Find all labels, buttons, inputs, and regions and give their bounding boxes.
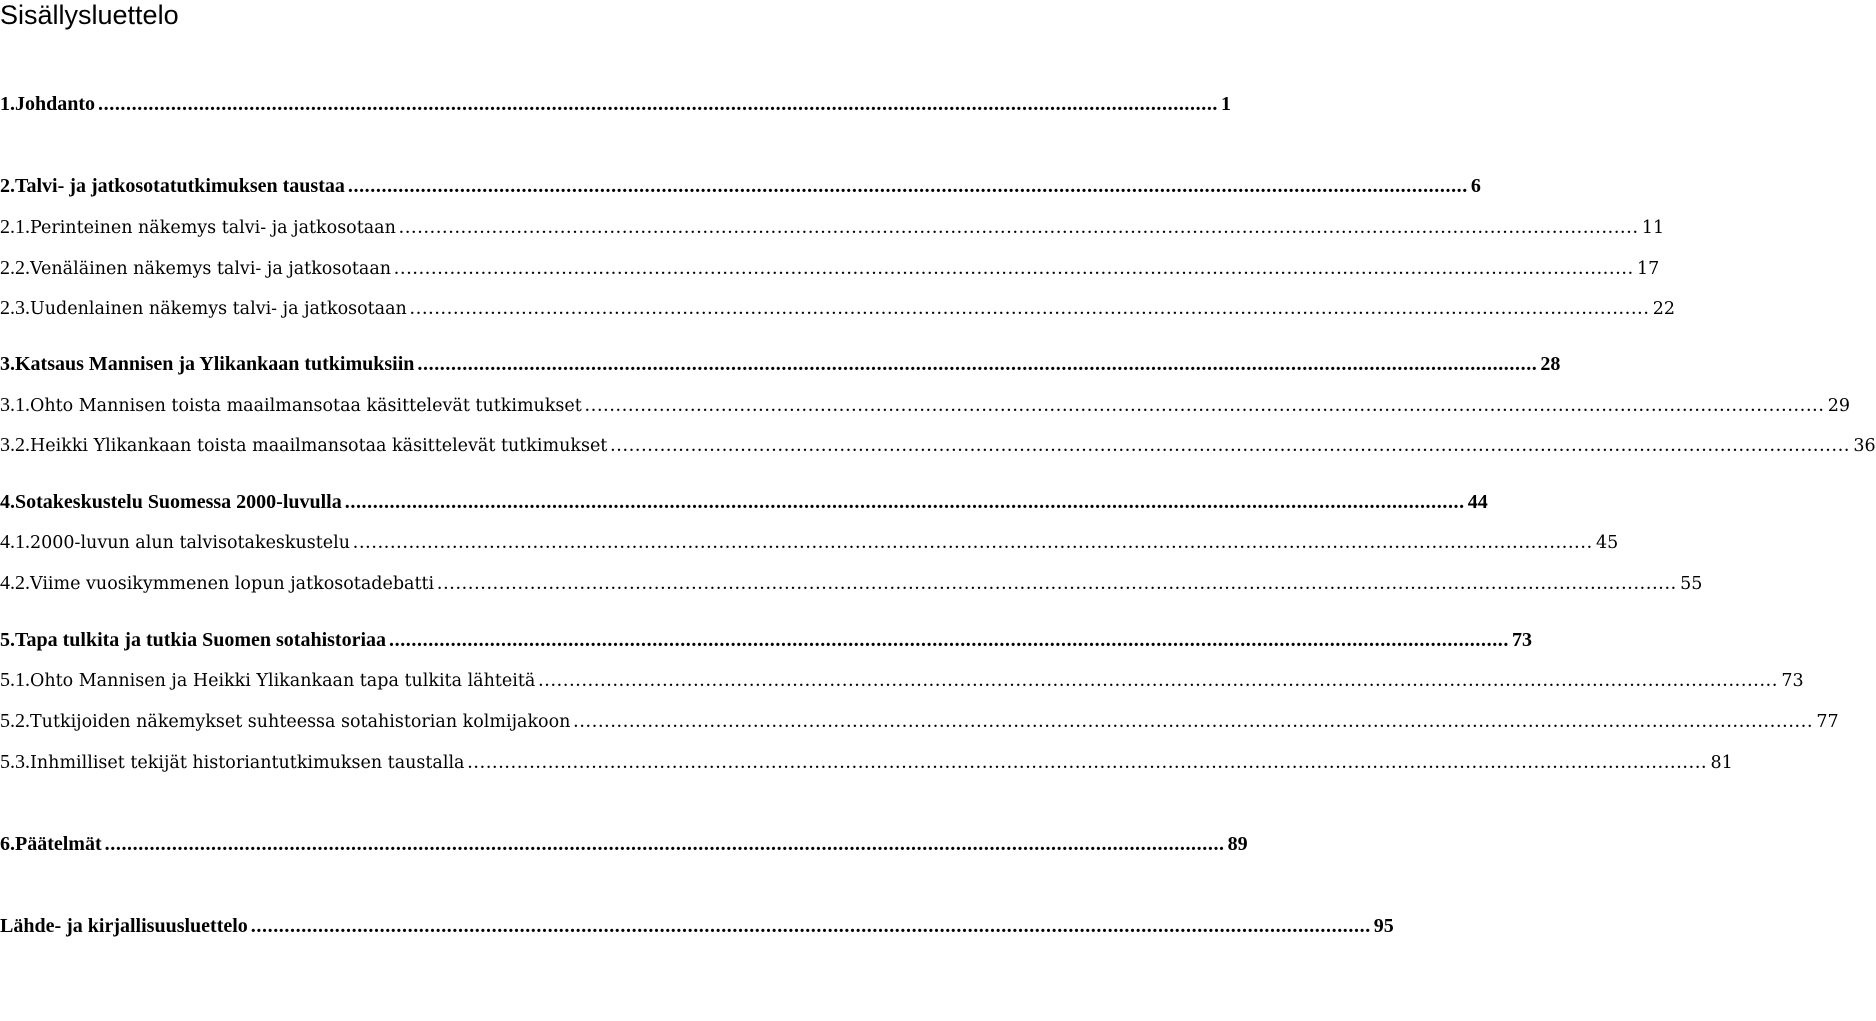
toc-leader: ........................................................................................................................................................................................................ (389, 629, 1509, 651)
toc-title: Lähde- ja kirjallisuusluettelo (0, 915, 248, 937)
toc-leader: ........................................................................................................................................................................................................ (610, 434, 1851, 456)
toc-number: 2. (0, 175, 15, 197)
toc-page-number: 89 (1227, 833, 1248, 855)
toc-leader: ........................................................................................................................................................................................................ (409, 297, 1650, 319)
toc-entry (0, 214, 1665, 240)
toc-entry (0, 392, 1851, 418)
toc-title: Tapa tulkita ja tutkia Suomen sotahistoriaa (15, 629, 386, 651)
toc-title: Katsaus Mannisen ja Ylikankaan tutkimuksiin (15, 353, 415, 375)
toc-leader: ........................................................................................................................................................................................................ (344, 491, 1465, 513)
toc-entry (0, 295, 1676, 321)
toc-entry (0, 627, 1532, 653)
toc-title: Johdanto (15, 93, 96, 115)
toc-entry (0, 831, 1248, 857)
toc-entry (0, 708, 1839, 734)
toc-number: 5.3. (0, 751, 30, 773)
toc-page-number: 55 (1680, 574, 1703, 594)
toc-number: 3. (0, 353, 15, 375)
toc-leader: ........................................................................................................................................................................................................ (584, 394, 1825, 416)
toc-page-number: 73 (1781, 671, 1804, 691)
toc-title: Sotakeskustelu Suomessa 2000-luvulla (15, 491, 342, 513)
toc-title: Perinteinen näkemys talvi- ja jatkosotaan (30, 218, 396, 238)
toc-entry (0, 173, 1481, 199)
toc-entry (0, 570, 1703, 596)
toc-number: 2.3. (0, 297, 30, 319)
toc-page-number: 22 (1652, 299, 1676, 319)
toc-entry (0, 432, 1876, 458)
toc-leader: ........................................................................................................................................................................................................ (398, 216, 1639, 238)
toc-title: Viime vuosikymmenen lopun jatkosotadebatti (30, 574, 435, 594)
toc-leader: ........................................................................................................................................................................................................ (573, 710, 1814, 732)
toc-leader: ........................................................................................................................................................................................................ (98, 93, 1219, 115)
toc-leader: ........................................................................................................................................................................................................ (467, 751, 1708, 773)
toc-leader: ........................................................................................................................................................................................................ (104, 833, 1225, 855)
toc-page-number: 29 (1827, 396, 1851, 416)
toc-number: 3.1. (0, 394, 30, 416)
toc-title: Ohto Mannisen ja Heikki Ylikankaan tapa tulkita lähteitä (30, 671, 536, 691)
toc-number: 4. (0, 491, 15, 513)
toc-number: 4.1. (0, 531, 30, 553)
toc-title: Inhmilliset tekijät historiantutkimuksen taustalla (30, 753, 465, 773)
toc-number: 1. (0, 93, 15, 115)
toc-number: 2.2. (0, 257, 30, 279)
toc-leader: ........................................................................................................................................................................................................ (347, 175, 1468, 197)
page-title: Sisällysluettelo (0, 0, 179, 30)
toc-leader: ........................................................................................................................................................................................................ (353, 531, 1594, 553)
toc-entry (0, 529, 1619, 555)
toc-page-number: 36 (1853, 436, 1876, 456)
toc-title: Talvi- ja jatkosotatutkimuksen taustaa (15, 175, 345, 197)
toc-title: Heikki Ylikankaan toista maailmansotaa käsittelevät tutkimukset (30, 436, 608, 456)
toc-entry (0, 489, 1488, 515)
toc-title: Venäläinen näkemys talvi- ja jatkosotaan (30, 259, 392, 279)
toc-page-number: 95 (1373, 915, 1394, 937)
toc-leader: ........................................................................................................................................................................................................ (538, 669, 1779, 691)
toc-title: Uudenlainen näkemys talvi- ja jatkosotaan (30, 299, 407, 319)
toc-number: 6. (0, 833, 15, 855)
toc-page-number: 1 (1221, 93, 1232, 115)
toc-leader: ........................................................................................................................................................................................................ (250, 915, 1371, 937)
toc-leader: ........................................................................................................................................................................................................ (417, 353, 1538, 375)
toc-leader: ........................................................................................................................................................................................................ (394, 257, 1635, 279)
toc-number: 5. (0, 629, 15, 651)
toc-page-number: 45 (1596, 533, 1619, 553)
toc-number: 2.1. (0, 216, 30, 238)
toc-page-number: 11 (1641, 218, 1665, 238)
toc-entry (0, 255, 1660, 281)
toc-number: 5.1. (0, 669, 30, 691)
toc-page-number: 81 (1710, 753, 1733, 773)
toc-page-number: 77 (1816, 712, 1839, 732)
toc-entry (0, 749, 1733, 775)
toc-page-number: 17 (1637, 259, 1660, 279)
toc-page-number: 6 (1470, 175, 1481, 197)
toc-number: 5.2. (0, 710, 30, 732)
toc-entry (0, 667, 1804, 693)
toc-leader: ........................................................................................................................................................................................................ (437, 572, 1678, 594)
toc-number: 3.2. (0, 434, 30, 456)
toc-entry (0, 91, 1232, 117)
toc-page-number: 73 (1512, 629, 1532, 651)
toc-entry (0, 351, 1561, 377)
toc-title: Ohto Mannisen toista maailmansotaa käsittelevät tutkimukset (30, 396, 582, 416)
toc-title: Päätelmät (15, 833, 102, 855)
toc-title: 2000-luvun alun talvisotakeskustelu (30, 533, 351, 553)
toc-number: 4.2. (0, 572, 30, 594)
toc-entry (0, 913, 1394, 939)
toc-page-number: 44 (1467, 491, 1488, 513)
toc-title: Tutkijoiden näkemykset suhteessa sotahistorian kolmijakoon (30, 712, 571, 732)
toc-page-number: 28 (1540, 353, 1561, 375)
